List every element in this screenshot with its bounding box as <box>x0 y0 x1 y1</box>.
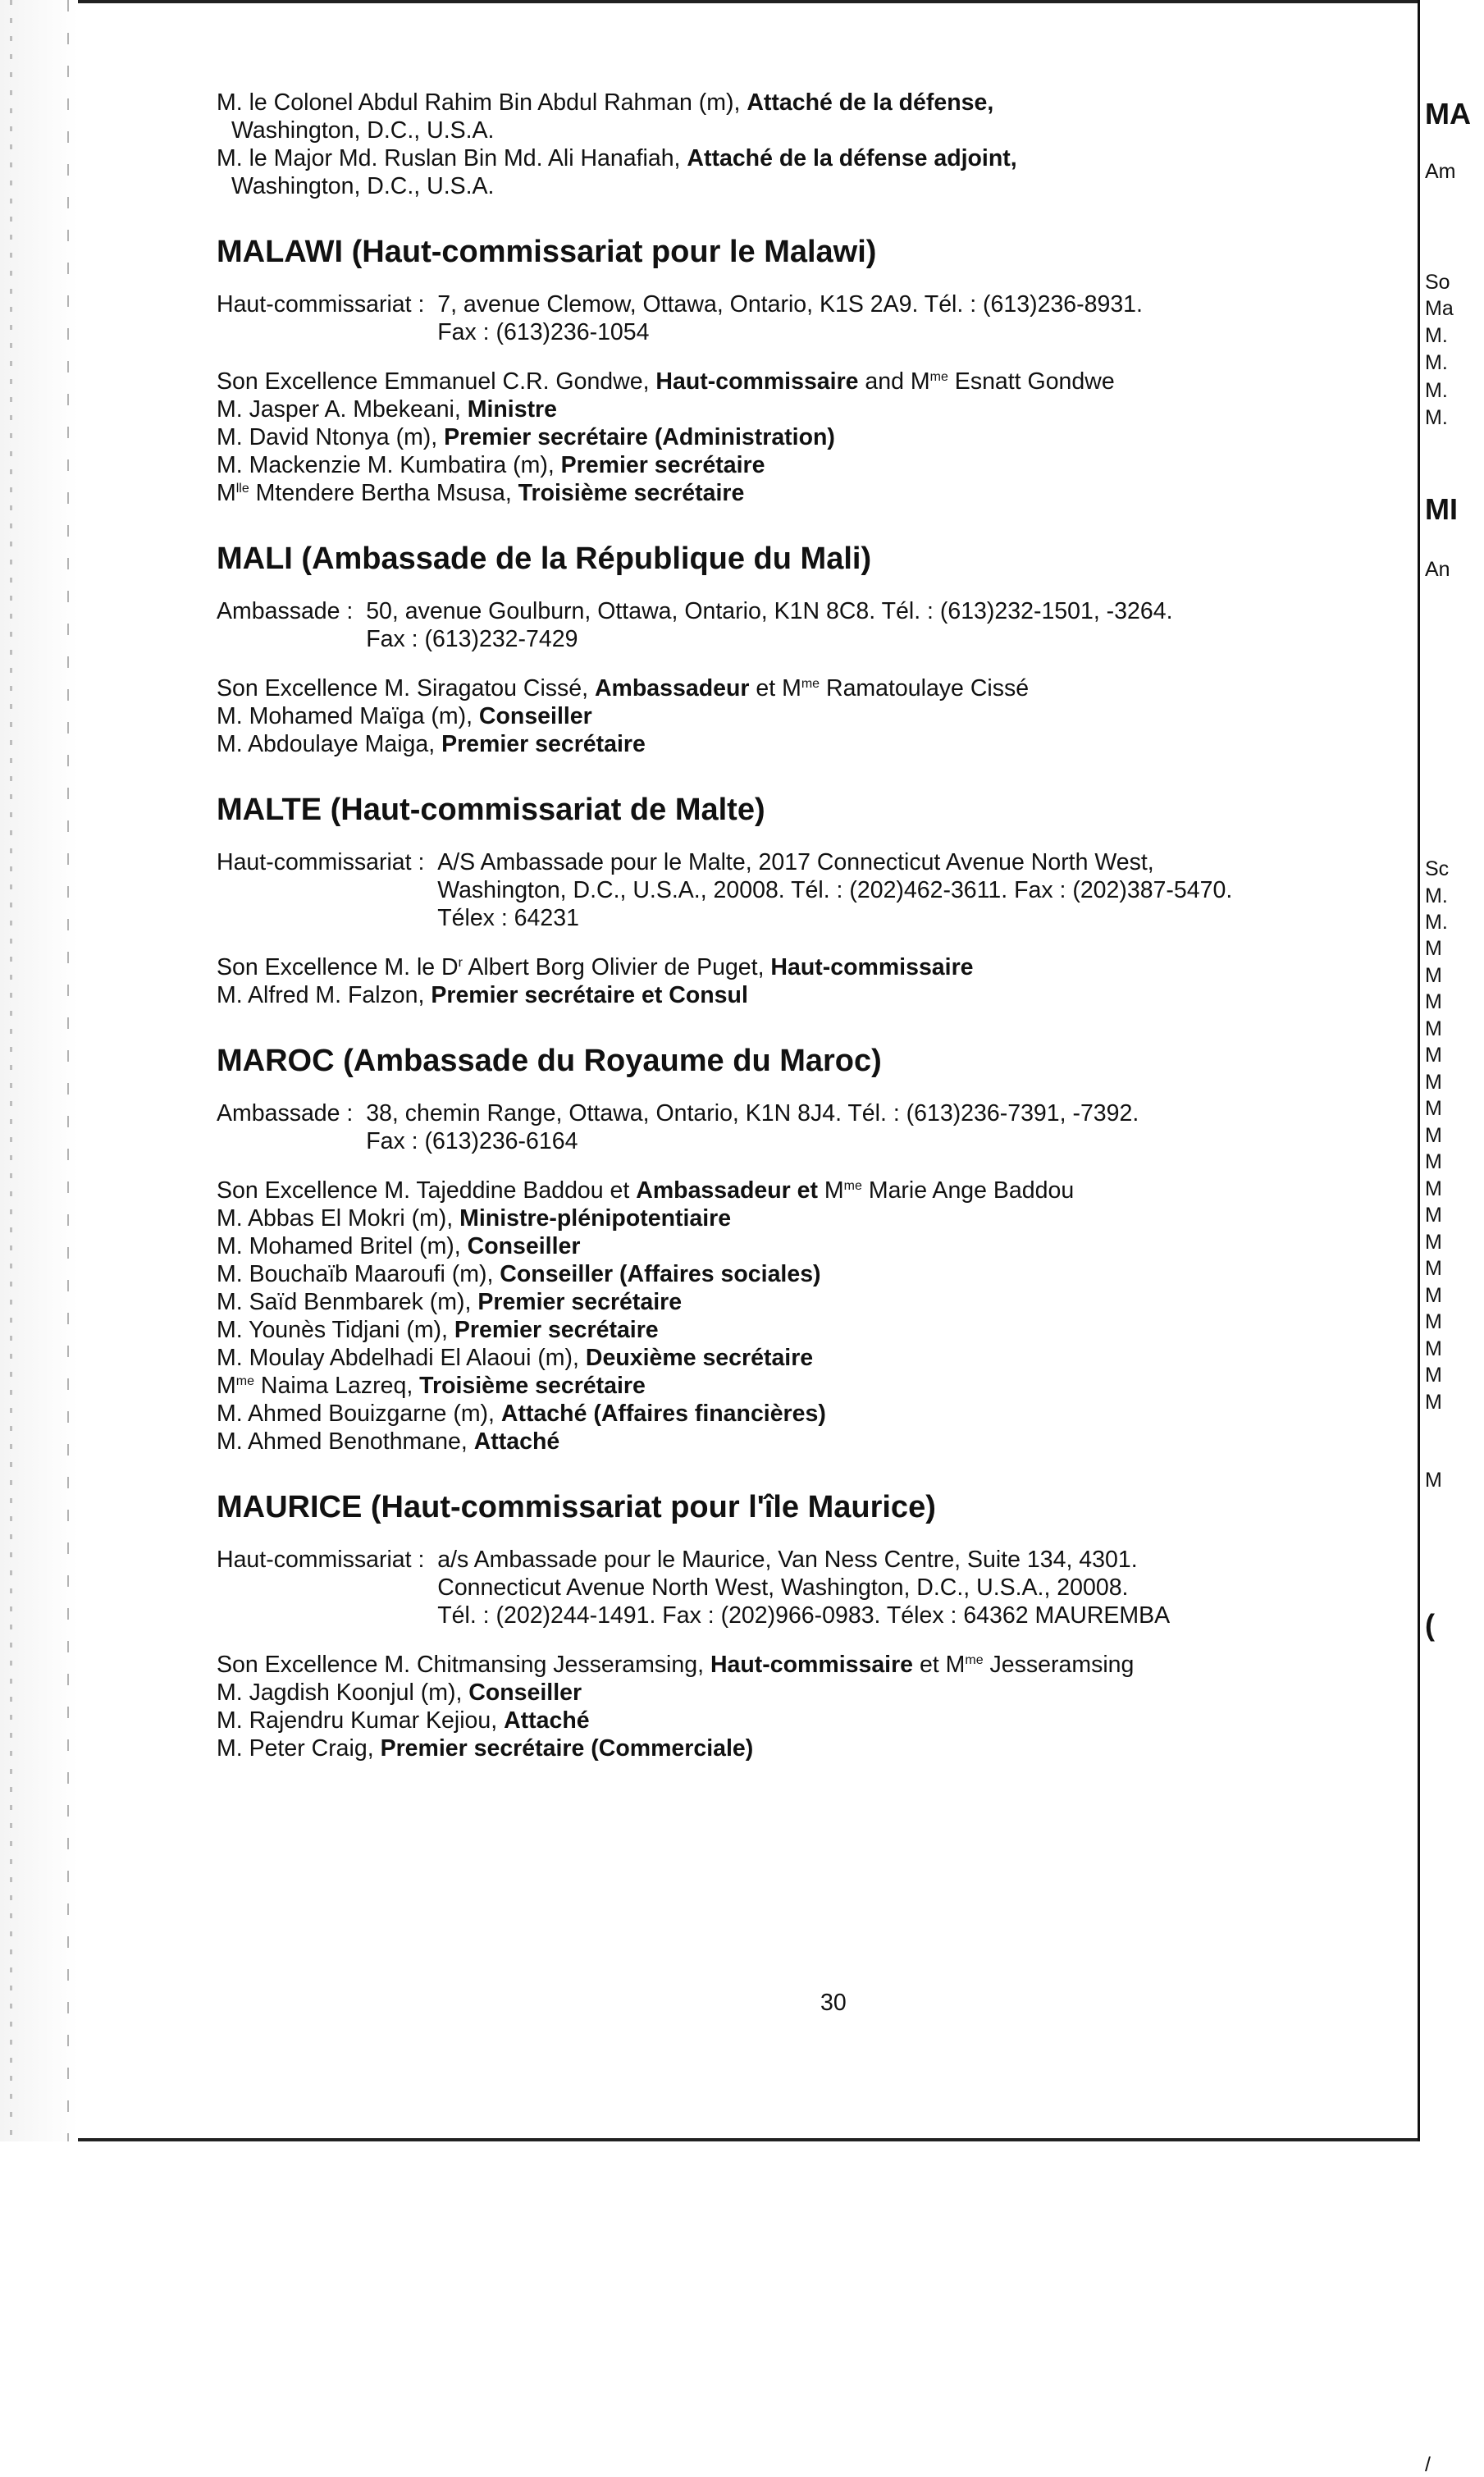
section-heading: MALTE (Haut-commissariat de Malte) <box>217 793 765 827</box>
country-section <box>217 231 1398 507</box>
country-section <box>217 538 1398 758</box>
staff-member: Son Excellence Emmanuel C.R. Gondwe, Haut-commissaire and $M^{me}$ Esnatt Gondwe <box>217 368 1115 395</box>
adjacent-page-fragment: M <box>1425 1124 1442 1147</box>
address-label: Ambassade : <box>217 598 367 624</box>
staff-list <box>217 674 1398 758</box>
staff-title: Conseiller <box>468 1680 582 1706</box>
address-line: Fax : (613)236-1054 <box>437 319 650 345</box>
adjacent-page-strip <box>1418 0 1484 2476</box>
title-text: Attaché de la défense, <box>747 89 994 116</box>
scan-binding-edge <box>0 0 78 2141</box>
adjacent-page-fragment: M <box>1425 1097 1442 1120</box>
adjacent-page-fragment: M <box>1425 937 1442 960</box>
staff-member: M. Rajendru Kumar Kejiou, Attaché <box>217 1707 590 1734</box>
title-text: Attaché de la défense adjoint, <box>687 145 1017 171</box>
staff-title: Conseiller (Affaires sociales) <box>500 1261 821 1287</box>
staff-title: Premier secrétaire <box>454 1317 659 1343</box>
address-line: Télex : 64231 <box>437 905 579 931</box>
staff-member: M. Bouchaïb Maaroufi (m), Conseiller (Affaires sociales) <box>217 1261 821 1287</box>
address-lines <box>437 290 1398 346</box>
adjacent-page-fragment: M <box>1425 1337 1442 1360</box>
address-line: a/s Ambassade pour le Maurice, Van Ness Centre, Suite 134, 4301. <box>437 1547 1138 1573</box>
address-block <box>217 1099 1398 1155</box>
staff-title: Conseiller <box>467 1233 581 1259</box>
address-line: Fax : (613)232-7429 <box>366 626 578 652</box>
staff-title: Premier secrétaire et Consul <box>431 982 748 1008</box>
address-line: Washington, D.C., U.S.A., 20008. Tél. : (202)462-3611. Fax : (202)387-5470. <box>437 877 1233 903</box>
staff-member: M. Mohamed Britel (m), Conseiller <box>217 1233 581 1259</box>
adjacent-page-fragment: M. <box>1425 379 1448 402</box>
honorific-superscript: me <box>843 1179 862 1193</box>
staff-title: Haut-commissaire <box>770 954 974 980</box>
staff-member: M. Ahmed Bouizgarne (m), Attaché (Affaires financières) <box>217 1401 826 1427</box>
adjacent-page-fragment: M <box>1425 1310 1442 1333</box>
address-label: Ambassade : <box>217 1100 367 1127</box>
staff-member: M. Saïd Benmbarek (m), Premier secrétaire <box>217 1289 683 1315</box>
country-section <box>217 1487 1398 1762</box>
top-rule <box>78 0 1431 3</box>
adjacent-page-fragment: M <box>1425 1204 1442 1227</box>
staff-member: M. Mackenzie M. Kumbatira (m), Premier secrétaire <box>217 452 765 478</box>
section-heading: MAROC (Ambassade du Royaume du Maroc) <box>217 1044 882 1078</box>
adjacent-page-fragment: M <box>1425 1257 1442 1280</box>
staff-title: Ministre <box>467 396 558 423</box>
staff-member: M. Jasper A. Mbekeani, Ministre <box>217 396 558 423</box>
country-section <box>217 1040 1398 1456</box>
honorific-superscript: me <box>235 1374 254 1388</box>
staff-member: Son Excellence M. Siragatou Cissé, Ambassadeur et $M^{me}$ Ramatoulaye Cissé <box>217 675 1030 702</box>
intro-line-continuation: Washington, D.C., U.S.A. <box>231 173 495 199</box>
intro-line-continuation: Washington, D.C., U.S.A. <box>231 117 495 144</box>
adjacent-page-fragment: M <box>1425 1150 1442 1173</box>
section-heading: MAURICE (Haut-commissariat pour l'île Maurice) <box>217 1490 936 1524</box>
adjacent-page-fragment: ( <box>1425 1608 1435 1642</box>
adjacent-page-fragment: MI <box>1425 492 1458 526</box>
section-heading: MALI (Ambassade de la République du Mali) <box>217 542 872 576</box>
address-block <box>217 597 1398 653</box>
honorific-superscript: r <box>458 956 463 970</box>
staff-member: M. David Ntonya (m), Premier secrétaire (Administration) <box>217 424 835 450</box>
staff-title: Attaché <box>504 1707 590 1734</box>
adjacent-page-fragment: M. <box>1425 324 1448 347</box>
intro-line: M. le Major Md. Ruslan Bin Md. Ali Hanafiah, Attaché de la défense adjoint, <box>217 145 1017 171</box>
staff-member: Son Excellence M. Chitmansing Jesseramsing, Haut-commissaire et $M^{me}$ Jesseramsing <box>217 1652 1135 1678</box>
staff-title: Premier secrétaire (Administration) <box>444 424 835 450</box>
country-sections <box>217 231 1398 1762</box>
address-line: Tél. : (202)244-1491. Fax : (202)966-0983. Télex : 64362 MAUREMBA <box>437 1602 1171 1629</box>
staff-title: Conseiller <box>478 703 592 729</box>
adjacent-page-fragment: MA <box>1425 97 1471 130</box>
address-label: Haut-commissariat : <box>217 291 438 318</box>
staff-title: Haut-commissaire <box>710 1652 914 1678</box>
honorific-superscript: lle <box>235 482 249 496</box>
adjacent-page-fragment: Sc <box>1425 857 1450 880</box>
adjacent-page-fragment: M <box>1425 1284 1442 1307</box>
address-block <box>217 1546 1398 1629</box>
adjacent-page-fragment: M. <box>1425 406 1448 429</box>
staff-title: Ministre-plénipotentiaire <box>459 1205 732 1232</box>
staff-title: Attaché (Affaires financières) <box>500 1401 826 1427</box>
address-line: Connecticut Avenue North West, Washington, D.C., U.S.A., 20008. <box>437 1574 1129 1601</box>
adjacent-page-fragment: M <box>1425 1071 1442 1094</box>
staff-title: Ambassadeur et <box>636 1177 818 1204</box>
staff-member: Son Excellence M. Tajeddine Baddou et Ambassadeur et $M^{me}$ Marie Ange Baddou <box>217 1177 1075 1204</box>
staff-member: M. Ahmed Benothmane, Attaché <box>217 1428 560 1455</box>
staff-member: M. Abdoulaye Maiga, Premier secrétaire <box>217 731 646 757</box>
adjacent-page-fragment: Ma <box>1425 297 1454 320</box>
adjacent-page-fragment: M <box>1425 964 1442 987</box>
adjacent-page-fragment: / <box>1425 2453 1431 2476</box>
adjacent-page-fragment: M <box>1425 1469 1442 1492</box>
staff-title: Haut-commissaire <box>655 368 859 395</box>
page-content <box>217 89 1398 1762</box>
staff-list <box>217 1177 1398 1456</box>
honorific-superscript: me <box>965 1653 984 1667</box>
staff-member: M. Abbas El Mokri (m), Ministre-plénipotentiaire <box>217 1205 732 1232</box>
address-line: A/S Ambassade pour le Malte, 2017 Connecticut Avenue North West, <box>437 849 1154 875</box>
staff-title: Premier secrétaire (Commerciale) <box>380 1735 754 1762</box>
staff-title: Troisième secrétaire <box>419 1373 646 1399</box>
staff-list <box>217 368 1398 507</box>
page-number: 30 <box>820 1990 847 2016</box>
honorific-superscript: me <box>801 677 820 691</box>
adjacent-page-fragment: M <box>1425 990 1442 1013</box>
adjacent-page-fragment: M <box>1425 1231 1442 1254</box>
address-lines <box>366 1099 1398 1155</box>
staff-title: Deuxième secrétaire <box>585 1345 814 1371</box>
staff-title: Premier secrétaire <box>560 452 765 478</box>
adjacent-page-fragment: M. <box>1425 911 1448 934</box>
address-block <box>217 848 1398 932</box>
address-line: 50, avenue Goulburn, Ottawa, Ontario, K1N 8C8. Tél. : (613)232-1501, -3264. <box>366 598 1173 624</box>
bottom-rule <box>78 2138 1431 2141</box>
staff-list <box>217 953 1398 1009</box>
address-line: Fax : (613)236-6164 <box>366 1128 578 1154</box>
address-lines <box>437 848 1398 932</box>
staff-member: M. Moulay Abdelhadi El Alaoui (m), Deuxième secrétaire <box>217 1345 814 1371</box>
adjacent-page-fragment: M. <box>1425 884 1448 907</box>
staff-title: Premier secrétaire <box>477 1289 683 1315</box>
adjacent-page-fragment: So <box>1425 271 1450 294</box>
intro-line: M. le Colonel Abdul Rahim Bin Abdul Rahman (m), Attaché de la défense, <box>217 89 994 116</box>
address-lines <box>366 597 1398 653</box>
address-line: 38, chemin Range, Ottawa, Ontario, K1N 8J4. Tél. : (613)236-7391, -7392. <box>366 1100 1139 1127</box>
honorific-superscript: me <box>929 370 948 384</box>
adjacent-page-fragment: M <box>1425 1364 1442 1387</box>
staff-list <box>217 1651 1398 1762</box>
staff-member: $M^{me}$ Naima Lazreq, Troisième secrétaire <box>217 1373 646 1399</box>
adjacent-page-fragment: M <box>1425 1391 1442 1414</box>
staff-member: M. Mohamed Maïga (m), Conseiller <box>217 703 592 729</box>
staff-title: Attaché <box>473 1428 560 1455</box>
staff-member: M. Jagdish Koonjul (m), Conseiller <box>217 1680 582 1706</box>
address-label: Haut-commissariat : <box>217 849 438 875</box>
adjacent-page-fragment: M <box>1425 1044 1442 1067</box>
staff-member: M. Alfred M. Falzon, Premier secrétaire et Consul <box>217 982 748 1008</box>
adjacent-page-fragment: Am <box>1425 160 1456 183</box>
staff-member: M. Younès Tidjani (m), Premier secrétaire <box>217 1317 659 1343</box>
country-section <box>217 789 1398 1009</box>
staff-member: Son Excellence M. le $D^r$ Albert Borg Olivier de Puget, Haut-commissaire <box>217 954 974 980</box>
section-heading: MALAWI (Haut-commissariat pour le Malawi) <box>217 235 877 269</box>
staff-member: M. Peter Craig, Premier secrétaire (Commerciale) <box>217 1735 754 1762</box>
address-block <box>217 290 1398 346</box>
adjacent-page-fragment: An <box>1425 558 1450 581</box>
address-label: Haut-commissariat : <box>217 1547 438 1573</box>
adjacent-page-fragment: M <box>1425 1177 1442 1200</box>
staff-title: Troisième secrétaire <box>518 480 745 506</box>
intro-entries <box>217 89 1398 200</box>
staff-title: Premier secrétaire <box>441 731 646 757</box>
address-line: 7, avenue Clemow, Ottawa, Ontario, K1S 2A9. Tél. : (613)236-8931. <box>437 291 1143 318</box>
address-lines <box>437 1546 1398 1629</box>
staff-member: $M^{lle}$ Mtendere Bertha Msusa, Troisième secrétaire <box>217 480 745 506</box>
adjacent-page-fragment: M <box>1425 1017 1442 1040</box>
adjacent-page-fragment: M. <box>1425 351 1448 374</box>
staff-title: Ambassadeur <box>594 675 750 702</box>
